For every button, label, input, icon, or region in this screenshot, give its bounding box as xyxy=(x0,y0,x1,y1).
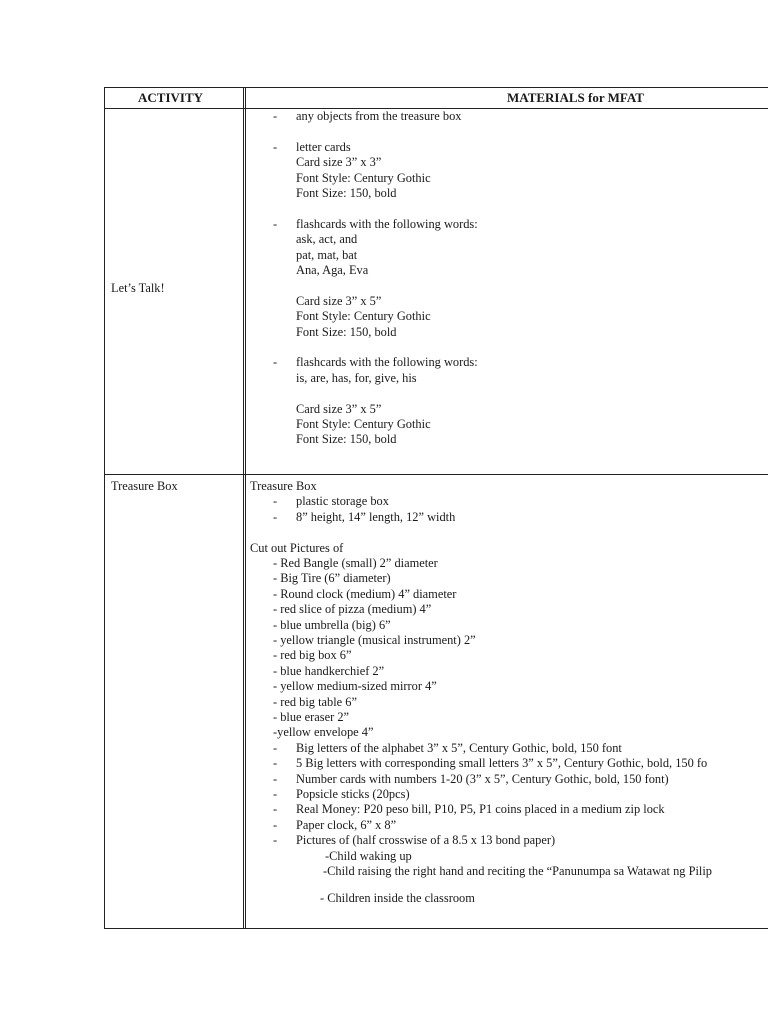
list-text: - blue handkerchief 2” xyxy=(273,663,385,678)
list-text: Card size 3” x 3” xyxy=(296,155,382,170)
list-text: -Child raising the right hand and reciting the “Panunumpa sa Watawat ng Pilip xyxy=(323,864,712,878)
materials-table xyxy=(104,87,768,929)
list-text: Font Style: Century Gothic xyxy=(296,309,431,324)
list-text: any objects from the treasure box xyxy=(296,109,462,123)
list-text: 5 Big letters with corresponding small letters 3” x 5”, Century Gothic, bold, 150 fo xyxy=(296,756,708,771)
list-text: flashcards with the following words: xyxy=(296,216,478,231)
list-text: - red big table 6” xyxy=(273,694,357,709)
list-text: plastic storage box xyxy=(296,494,389,509)
table-border-bottom xyxy=(104,928,768,929)
list-text: - Round clock (medium) 4” diameter xyxy=(273,586,457,601)
list-text: Real Money: P20 peso bill, P10, P5, P1 coins placed in a medium zip lock xyxy=(296,802,665,817)
list-text: Font Size: 150, bold xyxy=(296,186,397,200)
list-bullet: - xyxy=(273,509,278,524)
list-text: - yellow triangle (musical instrument) 2” xyxy=(273,633,476,647)
list-bullet: - xyxy=(273,740,278,755)
list-text: -yellow envelope 4” xyxy=(273,725,374,740)
table-border-left xyxy=(104,87,105,929)
list-bullet: - xyxy=(273,216,278,231)
list-text: Big letters of the alphabet 3” x 5”, Century Gothic, bold, 150 font xyxy=(296,740,622,755)
list-text: - blue eraser 2” xyxy=(273,710,350,724)
header-activity: ACTIVITY xyxy=(138,90,204,105)
list-text: Font Style: Century Gothic xyxy=(296,417,431,431)
list-text: Cut out Pictures of xyxy=(250,540,344,555)
table-border-top xyxy=(104,87,768,88)
list-text: Ana, Aga, Eva xyxy=(296,263,369,277)
list-bullet: - xyxy=(273,817,278,832)
list-text: Font Style: Century Gothic xyxy=(296,170,431,185)
list-text: is, are, has, for, give, his xyxy=(296,370,417,385)
list-text: Font Size: 150, bold xyxy=(296,324,397,339)
list-text: letter cards xyxy=(296,139,351,154)
activity-lets-talk: Let’s Talk! xyxy=(111,281,165,295)
list-text: - blue umbrella (big) 6” xyxy=(273,617,391,632)
list-text: - red slice of pizza (medium) 4” xyxy=(273,602,432,617)
list-bullet: - xyxy=(273,355,278,370)
list-text: - Red Bangle (small) 2” diameter xyxy=(273,556,438,570)
activity-treasure-box: Treasure Box xyxy=(111,479,178,493)
list-text: - yellow medium-sized mirror 4” xyxy=(273,679,437,694)
list-text: Pictures of (half crosswise of a 8.5 x 13 bond paper) xyxy=(296,833,556,848)
list-bullet: - xyxy=(273,109,278,123)
list-bullet: - xyxy=(273,494,278,509)
list-bullet: - xyxy=(273,771,278,786)
list-text: pat, mat, bat xyxy=(296,247,358,262)
list-bullet: - xyxy=(273,756,278,771)
list-text: flashcards with the following words: xyxy=(296,355,478,370)
list-text: - red big box 6” xyxy=(273,648,352,663)
list-text: Popsicle sticks (20pcs) xyxy=(296,787,410,801)
list-text: ask, act, and xyxy=(296,232,358,247)
list-text: Treasure Box xyxy=(250,479,317,493)
column-divider-inner xyxy=(245,87,246,929)
column-divider xyxy=(243,87,244,929)
list-text: -Child waking up xyxy=(325,848,412,863)
list-text: Paper clock, 6” x 8” xyxy=(296,817,397,832)
list-text: - Children inside the classroom xyxy=(320,890,475,905)
list-text: Number cards with numbers 1-20 (3” x 5”, Century Gothic, bold, 150 font) xyxy=(296,771,669,786)
list-text: Card size 3” x 5” xyxy=(296,401,382,416)
lets-talk-materials xyxy=(271,109,768,469)
list-bullet: - xyxy=(273,139,278,154)
list-text: 8” height, 14” length, 12” width xyxy=(296,509,456,524)
list-bullet: - xyxy=(273,802,278,817)
list-text: Card size 3” x 5” xyxy=(296,293,382,308)
list-text: - Big Tire (6” diameter) xyxy=(273,571,391,586)
header-materials: MATERIALS for MFAT xyxy=(507,90,644,105)
treasure-box-materials xyxy=(250,479,768,924)
row-divider xyxy=(104,474,768,475)
list-bullet: - xyxy=(273,833,278,848)
list-text: Font Size: 150, bold xyxy=(296,432,397,447)
list-bullet: - xyxy=(273,787,278,801)
